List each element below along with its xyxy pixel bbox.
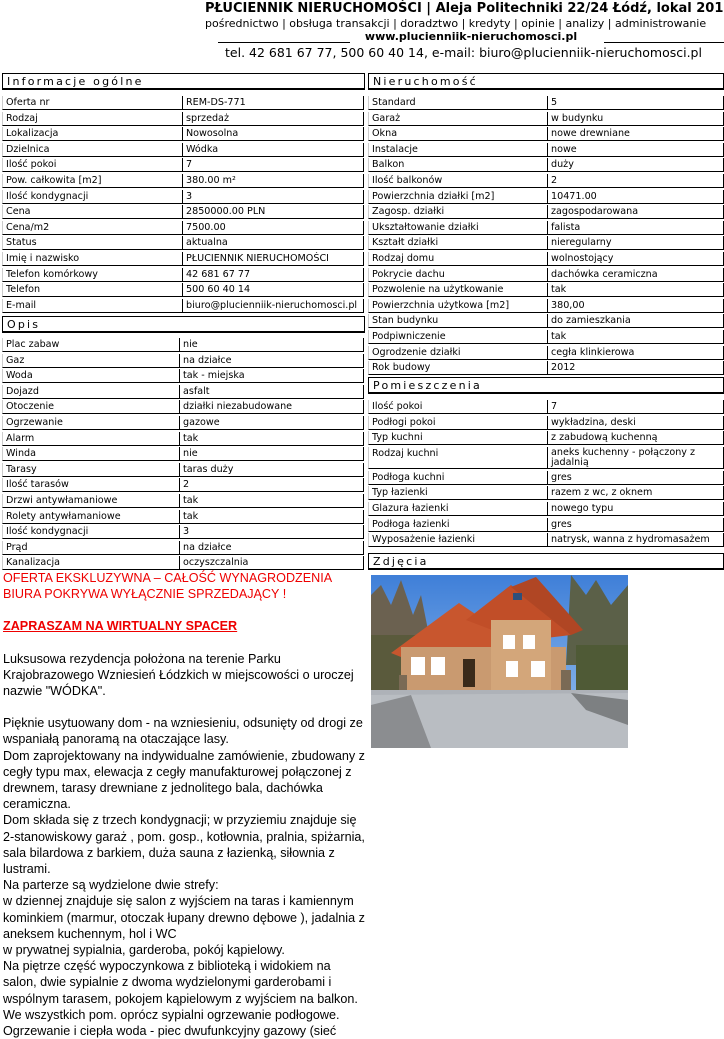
field-label: Zagosp. działki (368, 205, 548, 219)
desc-paragraph: Dom składa się z trzech kondygnacji; w przyziemiu znajduje się 2-stanowiskowy garaż , pom. gosp., kotłownia, pralnia, spiżarnia, sala bilardowa z barkiem, duża sauna z łazienką, siłownia z lustrami. (3, 813, 365, 877)
field-value: gres (548, 471, 724, 485)
field-value: 380,00 (548, 299, 724, 313)
field-label: Typ łazienki (368, 486, 548, 500)
field-label: Tarasy (2, 463, 180, 477)
field-label: Dojazd (2, 385, 180, 399)
field-value: 2012 (548, 361, 724, 375)
house-photo-illustration (371, 575, 628, 748)
field-label: Pokrycie dachu (368, 268, 548, 282)
field-value: nowego typu (548, 502, 724, 516)
field-label: Podpiwniczenie (368, 330, 548, 344)
field-label: Standard (368, 96, 548, 110)
field-value: tak (548, 330, 724, 344)
field-value: Nowosolna (183, 127, 364, 141)
field-label: Ukształtowanie działki (368, 221, 548, 235)
field-label: Plac zabaw (2, 338, 180, 352)
field-value: na działce (180, 354, 364, 368)
company-title: PŁUCIENNIK NIERUCHOMOŚCI | Aleja Politechniki 22/24 Łódź, lokal 201 (205, 1, 724, 16)
field-value[interactable]: biuro@plucienniik-nieruchomosci.pl (183, 299, 364, 313)
field-value: 5 (548, 96, 724, 110)
field-label: Pow. całkowita [m2] (2, 174, 183, 188)
field-value: wolnostojący (548, 252, 724, 266)
desc-paragraph: We wszystkich pom. oprócz sypialni ogrzewanie podłogowe. (3, 1007, 340, 1022)
desc-paragraph: Na parterze są wydzielone dwie strefy: (3, 878, 219, 893)
section-header-general: Informacje ogólne (2, 73, 365, 90)
field-value: falista (548, 221, 724, 235)
field-value: sprzedaż (183, 112, 364, 126)
field-value: 3 (183, 190, 364, 204)
field-label: Typ kuchni (368, 431, 548, 445)
field-value: gazowe (180, 416, 364, 430)
field-value: działki niezabudowane (180, 400, 364, 414)
field-value: aneks kuchenny - połączony z jadalnią (548, 447, 724, 469)
field-value: aktualna (183, 236, 364, 250)
field-label: Wyposażenie łazienki (368, 533, 548, 547)
field-value: 380.00 m² (183, 174, 364, 188)
field-value: asfalt (180, 385, 364, 399)
field-value: 10471.00 (548, 190, 724, 204)
field-label: Instalacje (368, 143, 548, 157)
section-header-photos: Zdjęcia (368, 553, 724, 570)
field-value: nowe (548, 143, 724, 157)
field-value: dachówka ceramiczna (548, 268, 724, 282)
field-label: Rok budowy (368, 361, 548, 375)
field-label: Powierzchnia działki [m2] (368, 190, 548, 204)
field-value: wykładzina, deski (548, 416, 724, 430)
field-label: Stan budynku (368, 314, 548, 328)
field-value: REM-DS-771 (183, 96, 364, 110)
field-label: Podłogi pokoi (368, 416, 548, 430)
field-value: razem z wc, z oknem (548, 486, 724, 500)
field-label: Ilość pokoi (368, 400, 548, 414)
field-label: Ilość pokoi (2, 158, 183, 172)
description-text (3, 570, 365, 1039)
contact-line: tel. 42 681 67 77, 500 60 40 14, e-mail: biuro@plucienniik-nieruchomosci.pl (225, 45, 702, 60)
field-value: 7500.00 (183, 221, 364, 235)
website-line (218, 30, 724, 43)
field-value: w budynku (548, 112, 724, 126)
field-value: tak - miejska (180, 369, 364, 383)
field-label: Cena/m2 (2, 221, 183, 235)
field-value: do zamieszkania (548, 314, 724, 328)
field-label: Ilość balkonów (368, 174, 548, 188)
field-value: 42 681 67 77 (183, 268, 364, 282)
section-header-description: Opis (2, 316, 365, 333)
field-label: Ilość tarasów (2, 478, 180, 492)
field-value: tak (180, 432, 364, 446)
field-label: Okna (368, 127, 548, 141)
field-value: 2 (548, 174, 724, 188)
field-value: gres (548, 518, 724, 532)
field-value: na działce (180, 541, 364, 555)
field-value: 7 (183, 158, 364, 172)
field-label: Otoczenie (2, 400, 180, 414)
field-label: Winda (2, 447, 180, 461)
field-label: Ogrodzenie działki (368, 346, 548, 360)
desc-paragraph: w dziennej znajduje się salon z wyjściem na taras i kamiennym kominkiem (marmur, otoczak łupany drewno dębowe ), jadalnia z aneksem kuchennym, hol i WC (3, 894, 365, 941)
field-label: Podłoga łazienki (368, 518, 548, 532)
field-value: zagospodarowana (548, 205, 724, 219)
field-label: Powierzchnia użytkowa [m2] (368, 299, 548, 313)
letterhead (0, 0, 724, 66)
field-label: Telefon (2, 283, 183, 297)
field-label: Rolety antywłamaniowe (2, 510, 180, 524)
field-label: Status (2, 236, 183, 250)
field-label: Telefon komórkowy (2, 268, 183, 282)
field-value: nie (180, 447, 364, 461)
exclusive-offer-note: OFERTA EKSKLUZYWNA – CAŁOŚĆ WYNAGRODZENIA BIURA POKRYWA WYŁĄCZNIE SPRZEDAJĄCY ! (3, 571, 332, 602)
field-label: Ogrzewanie (2, 416, 180, 430)
field-value: tak (180, 494, 364, 508)
desc-paragraph: w prywatnej sypialnia, garderoba, pokój kąpielowy. (3, 943, 285, 958)
field-label: Ilość kondygnacji (2, 525, 180, 539)
field-value: 7 (548, 400, 724, 414)
field-value: natrysk, wanna z hydromasażem (548, 533, 724, 547)
field-value: 2850000.00 PLN (183, 205, 364, 219)
field-label: Podłoga kuchni (368, 471, 548, 485)
field-label: Rodzaj (2, 112, 183, 126)
field-value: taras duży (180, 463, 364, 477)
field-value: tak (180, 510, 364, 524)
field-label: Dzielnica (2, 143, 183, 157)
field-label: Kanalizacja (2, 556, 180, 570)
field-label: Pozwolenie na użytkowanie (368, 283, 548, 297)
field-label: Oferta nr (2, 96, 183, 110)
field-label: Woda (2, 369, 180, 383)
virtual-tour-link[interactable]: ZAPRASZAM NA WIRTUALNY SPACER (3, 619, 238, 634)
services-line: pośrednictwo | obsługa transakcji | doradztwo | kredyty | opinie | analizy | administrowanie (205, 17, 707, 30)
field-label: Balkon (368, 158, 548, 172)
desc-paragraph: Ogrzewanie i ciepła woda - piec dwufunkcyjny gazowy (sieć (3, 1024, 337, 1039)
field-label: Alarm (2, 432, 180, 446)
field-value: 2 (180, 478, 364, 492)
desc-paragraph: Pięknie usytuowany dom - na wzniesieniu, odsunięty od drogi ze wspaniałą panoramą na otaczające lasy. (3, 716, 363, 747)
section-header-property: Nieruchomość (368, 73, 724, 90)
field-value: 500 60 40 14 (183, 283, 364, 297)
desc-paragraph: Dom zaprojektowany na indywidualne zamówienie, zbudowany z cegły typu max, elewacja z cegły manufakturowej połączonej z drewnem, tarasy drewniane z jednolitego bala, dachówka ceramiczna. (3, 748, 365, 812)
field-value: z zabudową kuchenną (548, 431, 724, 445)
field-label: Cena (2, 205, 183, 219)
field-label: Prąd (2, 541, 180, 555)
field-value: oczyszczalnia (180, 556, 364, 570)
field-value: PŁUCIENNIK NIERUCHOMOŚCI (183, 252, 364, 266)
field-value: nowe drewniane (548, 127, 724, 141)
field-label: Kształt działki (368, 236, 548, 250)
house-photo[interactable] (371, 575, 628, 748)
field-label: Garaż (368, 112, 548, 126)
field-label: Rodzaj kuchni (368, 447, 548, 469)
section-header-rooms: Pomieszczenia (368, 377, 724, 394)
field-label: E-mail (2, 299, 183, 313)
desc-paragraph: Na piętrze część wypoczynkowa z biblioteką i widokiem na salon, dwie sypialnie z dwoma wydzielonymi garderobami i wspólnym tarasem, pokojem kąpielowym z wyjściem na balkon. (3, 959, 358, 1006)
field-value: Wódka (183, 143, 364, 157)
field-label: Gaz (2, 354, 180, 368)
field-label: Lokalizacja (2, 127, 183, 141)
field-label: Ilość kondygnacji (2, 190, 183, 204)
field-label: Glazura łazienki (368, 502, 548, 516)
field-value: duży (548, 158, 724, 172)
field-value: nie (180, 338, 364, 352)
desc-paragraph: Luksusowa rezydencja położona na terenie Parku Krajobrazowego Wzniesień Łódzkich w miejscowości o uroczej nazwie "WÓDKA". (3, 651, 354, 699)
field-label: Rodzaj domu (368, 252, 548, 266)
field-label: Imię i nazwisko (2, 252, 183, 266)
field-value: 3 (180, 525, 364, 539)
field-label: Drzwi antywłamaniowe (2, 494, 180, 508)
website-link[interactable]: www.plucienniik-nieruchomosci.pl (364, 30, 578, 43)
field-value: cegła klinkierowa (548, 346, 724, 360)
field-value: nieregularny (548, 236, 724, 250)
field-value: tak (548, 283, 724, 297)
